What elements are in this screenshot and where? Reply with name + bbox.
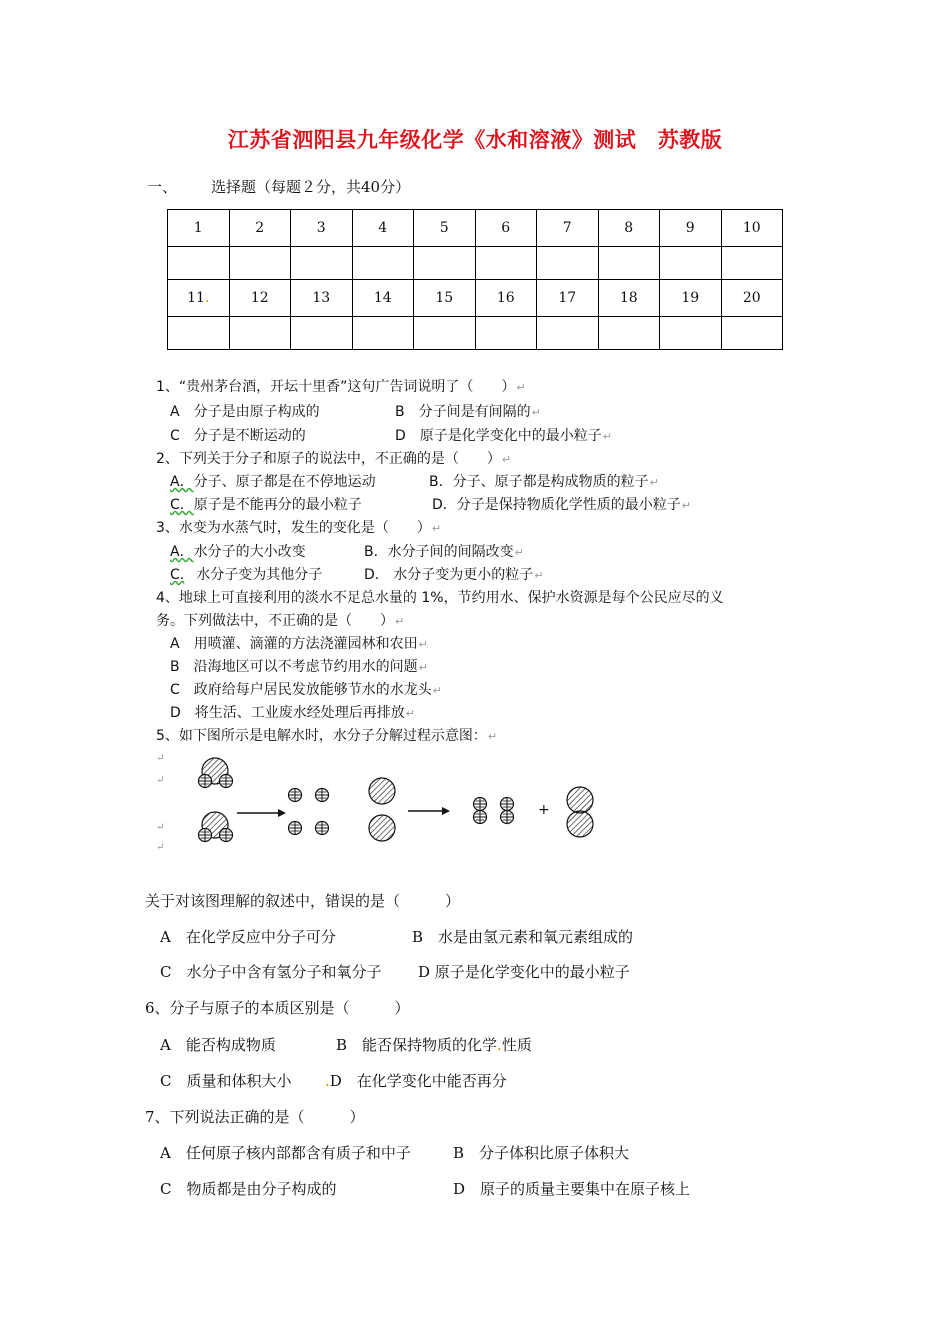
question-7-option-d: D 原子的质量主要集中在原子核上 [453,1180,691,1198]
question-2-option-b: B．分子、原子都是构成物质的粒子↵ [429,474,659,490]
question-5-stem: 5、如下图所示是电解水时，水分子分解过程示意图：↵ [156,728,498,744]
question-4-option-c: C 政府给每户居民发放能够节水的水龙头↵ [170,682,442,698]
question-6-option-b: B 能否保持物质的化学.性质 [336,1036,532,1054]
answer-cell[interactable] [168,317,230,350]
answer-cell[interactable] [598,247,660,280]
question-number-cell: 11. [168,280,230,317]
answer-cell[interactable] [291,247,353,280]
section-heading: 选择题（每题２分，共40分） [211,178,411,196]
question-number-cell: 6 [475,210,537,247]
answer-cell[interactable] [414,247,476,280]
question-number-cell: 19 [660,280,722,317]
answer-cell[interactable] [291,317,353,350]
question-7-option-a: A 任何原子核内部都含有质子和中子 [160,1144,411,1162]
answer-cell[interactable] [660,317,722,350]
answer-cell[interactable] [414,317,476,350]
oxygen-molecule [567,787,593,837]
question-number-cell: 12 [229,280,291,317]
oxygen-atoms [369,778,395,841]
question-5-option-d: D 原子是化学变化中的最小粒子 [418,963,630,981]
question-7-option-c: C 物质都是由分子构成的 [160,1180,337,1198]
answer-cell[interactable] [537,247,599,280]
hydrogen-molecules [474,798,514,824]
question-3-option-a: A．水分子的大小改变 [170,544,306,560]
question-7-option-b: B 分子体积比原子体积大 [453,1144,630,1162]
question-7-stem: 7、下列说法正确的是（ ） [145,1108,365,1126]
question-4-option-a: A 用喷灌、滴灌的方法浇灌园林和农田↵ [170,636,428,652]
answer-cell[interactable] [721,247,783,280]
electrolysis-diagram [150,748,620,852]
question-1-option-c: C 分子是不断运动的 [170,428,306,444]
answer-cell[interactable] [721,317,783,350]
answer-cell[interactable] [475,317,537,350]
arrow-icon [408,807,450,815]
hydrogen-atoms [289,789,329,835]
water-molecule [199,758,233,788]
page-title: 江苏省泗阳县九年级化学《水和溶液》测试 苏教版 [227,127,723,152]
question-2-option-d: D．分子是保持物质化学性质的最小粒子↵ [432,497,691,513]
answer-cell[interactable] [168,247,230,280]
question-6-option-c: C 质量和体积大小 [160,1072,292,1090]
question-5-option-b: B 水是由氢元素和氧元素组成的 [412,928,634,946]
question-number-cell: 3 [291,210,353,247]
question-3-option-d: D. 水分子变为更小的粒子↵ [364,567,544,583]
answer-cell[interactable] [352,317,414,350]
return-mark: ↵ [156,775,165,786]
answer-table-row [168,280,783,317]
answer-table-row [168,210,783,247]
answer-cell[interactable] [229,247,291,280]
question-5-option-a: A 在化学反应中分子可分 [160,928,336,946]
return-mark: ↵ [156,842,165,852]
question-3-stem: 3、水变为水蒸气时，发生的变化是（ ）↵ [156,520,442,536]
question-6-stem: 6、分子与原子的本质区别是（ ） [145,999,410,1017]
question-1-option-d: D 原子是化学变化中的最小粒子↵ [395,428,612,444]
question-number-cell: 1 [168,210,230,247]
question-2-option-a: A．分子、原子都是在不停地运动 [170,474,376,490]
question-6-option-d: .D 在化学变化中能否再分 [325,1072,507,1090]
question-number-cell: 5 [414,210,476,247]
question-1-option-a: A 分子是由原子构成的 [170,404,320,420]
question-number-cell: 15 [414,280,476,317]
section-number: 一、 [147,178,178,196]
question-number-cell: 14 [352,280,414,317]
question-number-cell: 4 [352,210,414,247]
question-4-stem-line-2: 务。下列做法中，不正确的是（ ）↵ [156,613,405,629]
question-5-ask: 关于对该图理解的叙述中，错误的是（ ） [145,892,461,910]
question-number-cell: 8 [598,210,660,247]
question-3-option-c: C. 水分子变为其他分子 [170,567,323,583]
return-mark: ↵ [156,822,165,833]
question-number-cell: 17 [537,280,599,317]
question-number-cell: 2 [229,210,291,247]
question-5-option-c: C 水分子中含有氢分子和氧分子 [160,963,382,981]
answer-cell[interactable] [598,317,660,350]
plus-sign: + [538,802,550,818]
question-4-option-b: B 沿海地区可以不考虑节约用水的问题↵ [170,659,428,675]
question-2-option-c: C．原子是不能再分的最小粒子 [170,497,362,513]
question-3-option-b: B．水分子间的间隔改变↵ [364,544,524,560]
question-number-cell: 13 [291,280,353,317]
answer-cell[interactable] [660,247,722,280]
answer-cell[interactable] [475,247,537,280]
question-2-stem: 2、下列关于分子和原子的说法中，不正确的是（ ）↵ [156,451,512,467]
answer-table [167,209,783,350]
question-number-cell: 10 [721,210,783,247]
question-number-cell: 20 [721,280,783,317]
question-4-stem-line-1: 4、地球上可直接利用的淡水不足总水量的 1%，节约用水、保护水资源是每个公民应尽的义 [156,590,724,606]
water-molecule [199,812,233,842]
arrow-icon [237,809,286,817]
question-1-option-b: B 分子间是有间隔的↵ [395,404,541,420]
question-1-stem: 1、“贵州茅台酒，开坛十里香”这句广告词说明了（ ）↵ [156,379,526,395]
answer-cell[interactable] [537,317,599,350]
return-mark: ↵ [156,753,165,764]
answer-cell[interactable] [229,317,291,350]
answer-row [168,317,783,350]
answer-cell[interactable] [352,247,414,280]
question-6-option-a: A 能否构成物质 [160,1036,276,1054]
question-number-cell: 7 [537,210,599,247]
question-number-cell: 9 [660,210,722,247]
question-4-option-d: D 将生活、工业废水经处理后再排放↵ [170,705,415,721]
question-number-cell: 16 [475,280,537,317]
answer-row [168,247,783,280]
question-number-cell: 18 [598,280,660,317]
